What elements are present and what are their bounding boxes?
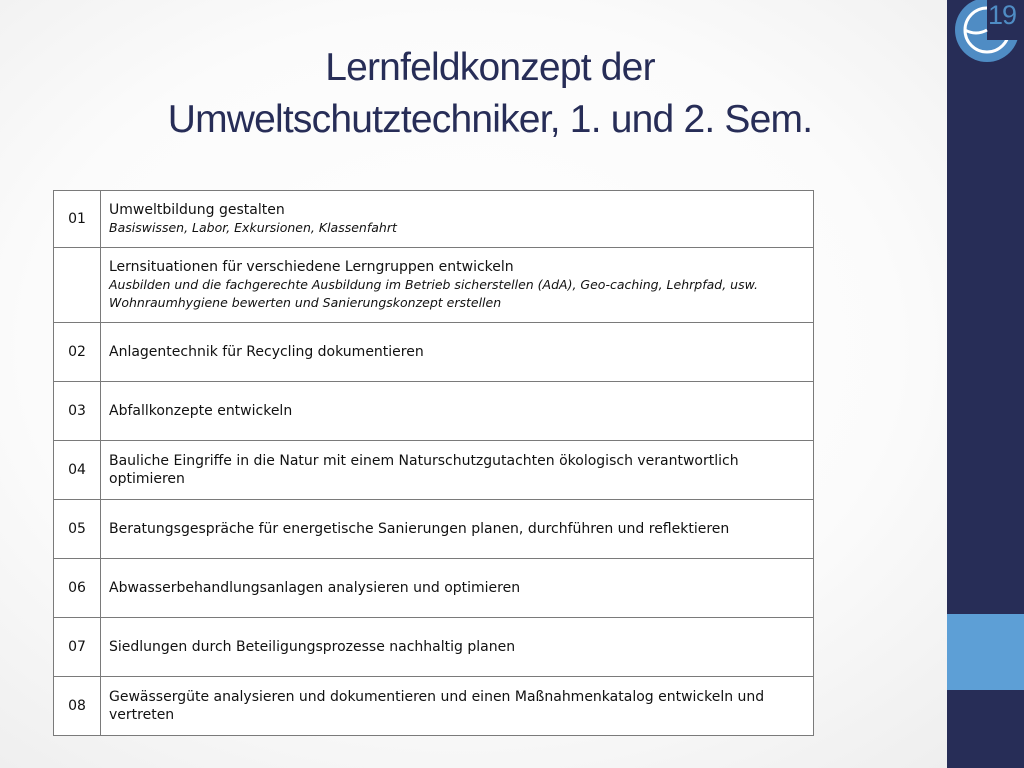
lernfeld-title: Lernsituationen für verschiedene Lerngruppen entwickeln [109,259,514,275]
lernfeld-table [53,190,814,736]
lernfeld-cell [101,191,814,248]
lernfeld-title: Siedlungen durch Beteiligungsprozesse nachhaltig planen [101,618,814,677]
lernfeld-cell [101,248,814,323]
lernfeld-detail: Ausbilden und die fachgerechte Ausbildung im Betrieb sicherstellen (AdA), Geo-caching, Lehrpfad, usw. [109,277,758,292]
lernfeld-title: Bauliche Eingriffe in die Natur mit einem Naturschutzgutachten ökologisch verantwortlich optimieren [101,441,814,500]
table-row [54,191,814,248]
table-row [54,441,814,500]
table-row [54,500,814,559]
lernfeld-number: 04 [54,441,101,500]
table-row [54,248,814,323]
lernfeld-number: 02 [54,323,101,382]
table-row [54,382,814,441]
page-number: 19 [988,0,1017,30]
slide-title-line-2: Umweltschutztechniker, 1. und 2. Sem. [167,98,813,141]
table-row [54,559,814,618]
lernfeld-number: 06 [54,559,101,618]
lernfeld-number: 08 [54,677,101,736]
lernfeld-number: 03 [54,382,101,441]
side-accent-block [947,614,1024,690]
lernfeld-title: Abwasserbehandlungsanlagen analysieren und optimieren [101,559,814,618]
lernfeld-title: Umweltbildung gestalten [109,202,285,218]
table-row [54,677,814,736]
lernfeld-number: 05 [54,500,101,559]
lernfeld-number: 01 [54,191,101,248]
lernfeld-detail: Wohnraumhygiene bewerten und Sanierungskonzept erstellen [109,295,502,310]
lernfeld-detail: Basiswissen, Labor, Exkursionen, Klassenfahrt [109,220,397,235]
lernfeld-number: 07 [54,618,101,677]
lernfeld-title: Abfallkonzepte entwickeln [101,382,814,441]
slide-title-line-1: Lernfeldkonzept der [325,46,655,89]
lernfeld-title: Gewässergüte analysieren und dokumentieren und einen Maßnahmenkatalog entwickeln und vertreten [101,677,814,736]
table-row [54,618,814,677]
table-row [54,323,814,382]
slide-title [60,42,920,146]
lernfeld-title: Anlagentechnik für Recycling dokumentieren [101,323,814,382]
lernfeld-number [54,248,101,323]
lernfeld-title: Beratungsgespräche für energetische Sanierungen planen, durchführen und reflektieren [101,500,814,559]
